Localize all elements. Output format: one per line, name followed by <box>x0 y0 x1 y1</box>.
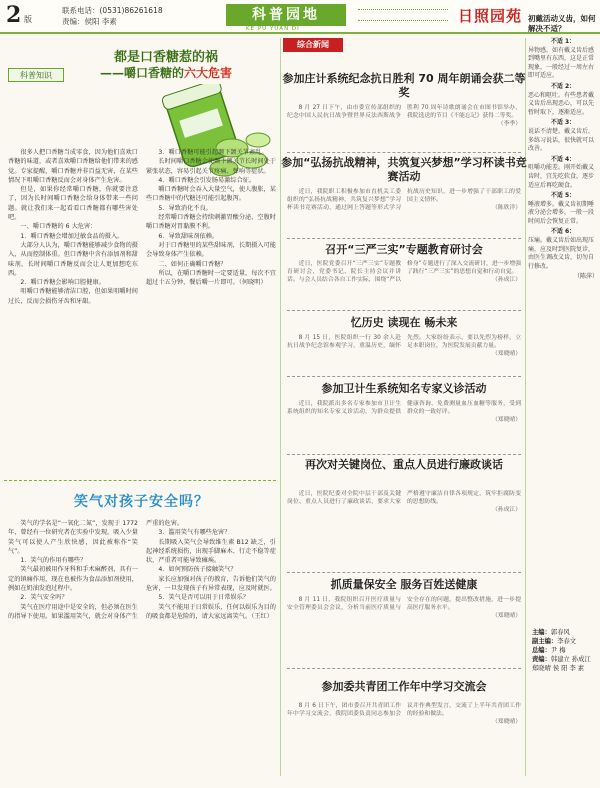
paper-logo: 日照园苑 <box>458 7 523 25</box>
news-title: 参加“弘扬抗战精神，共筑复兴梦想”学习杯读书竞赛活动 <box>281 156 527 183</box>
science-tab-label: 科普知识 <box>8 68 64 82</box>
paragraph: 4．如何预防孩子接触笑气？ <box>158 566 237 574</box>
gum-article-body <box>8 148 276 474</box>
gum-piece <box>246 133 270 147</box>
denture-author: （陈萍） <box>573 273 598 281</box>
credit-line <box>532 655 598 673</box>
credit-names: 李春文 <box>557 638 577 645</box>
editor-line: 责编：侯阳 李素 <box>62 17 117 26</box>
news-title: 参加卫计生系统知名专家义诊活动 <box>321 382 487 395</box>
paragraph: 大部分人认为，嚼口香糖能够减少食物的摄入，从而控制体重。但口香糖中含有添加剂和甜味剂，长时间嚼口香糖反而会让人更加想吃东西。 <box>8 241 138 277</box>
paragraph: 近日，医院党委召开“三严三实”专题教育研讨会，党委书记、院长主持会议并讲话。与会人员结合各自工作实际，围绕“严以修身”专题进行了深入交流研讨，进一步增强了践行“三严三实”的思想自觉和行动自觉。 <box>287 261 521 284</box>
credit-role: 主编： <box>532 629 551 636</box>
denture-title: 初戴活动义齿，如何解决不适？ <box>528 14 596 33</box>
paragraph: 咀嚼口香糖能够清洁口腔，但如果咀嚼时间过长，反而会损伤牙齿和牙龈。 <box>8 288 138 305</box>
paragraph: 1．嚼口香糖会增加过敏食品的摄入。 <box>20 232 124 240</box>
paragraph: 5．导致消化不良。 <box>158 204 212 212</box>
page-header <box>0 0 600 34</box>
denture-item-head: 不适 1： <box>550 38 576 45</box>
credit-line <box>532 646 598 655</box>
paragraph: 近日，医院纪委对全院中层干部及关键岗位、重点人员进行了廉政谈话，要求大家严格遵守廉洁自律各项规定，筑牢拒腐防变的思想防线。 <box>287 491 521 506</box>
paragraph: 8 月 6 日下午，团市委召开共青团工作年中学习交流会，我院团委负责同志参加会议并作典型发言，交流了上半年共青团工作的经验和做法。 <box>287 703 521 718</box>
credits-block <box>532 628 598 673</box>
paragraph: 2．笑气安全吗？ <box>20 594 68 602</box>
section-pinyin: KE PU YUAN DI <box>246 26 300 32</box>
news-divider <box>287 668 521 669</box>
paragraph: 一、嚼口香糖的 6 大危害： <box>20 223 97 231</box>
paragraph: 近日，我院派出多名专家参加市卫计生系统组织的知名专家义诊活动，为群众提供健康咨询、免费测量血压血糖等服务，受到群众的一致好评。 <box>287 401 521 416</box>
news-body <box>287 104 521 148</box>
page-number: 2 <box>6 2 22 28</box>
news-author: （孙成江） <box>492 277 521 284</box>
paragraph: 嚼口香糖时会吞入大量空气，使人腹胀，某些口香糖中的代糖还可能引起腹泻。 <box>146 186 276 203</box>
denture-item-text: 咀嚼功能差。刚开始戴义齿时，宜先吃软食，逐步适应后再吃硬食。 <box>528 164 595 189</box>
paragraph: 近日，我院职工积极参加市直机关工委组织的“弘扬抗战精神，共筑复兴梦想”学习杯读书竞赛活动，通过网上答题等形式学习抗战历史知识，进一步增强了干部职工的爱国主义情怀。 <box>287 189 521 212</box>
credit-names: 尹 梅 <box>550 647 566 654</box>
section-banner: 科普园地 <box>226 4 346 26</box>
denture-item-text: 压痛。戴义齿后如出现压痛，应及时到医院复诊，由医生调改义齿，切勿自行修改。 <box>528 237 595 270</box>
credit-names: 韩建立 孙成江 郑晓晴 侯 阳 李 素 <box>532 656 591 672</box>
denture-item-head: 不适 6： <box>550 228 576 236</box>
news-divider <box>287 238 521 239</box>
paragraph: 6．导致甜味剂依赖。 <box>158 232 219 240</box>
paragraph: 很多人把口香糖当成零食，因为他们喜欢口香糖的味道，或者喜欢嚼口香糖给他们带来的感觉。专家提醒，嚼口香糖并非百益无害，在某些情况下咀嚼口香糖反而会对身体产生危害。 <box>8 149 138 184</box>
subtitle-highlight: 六大危害 <box>184 66 233 80</box>
news-author: （郑晓晴） <box>492 351 521 358</box>
news-title: 参加庄计系统纪念抗日胜利 70 周年朗诵会获二等奖 <box>282 72 526 99</box>
laughing-gas-title: 笑气对孩子安全吗？ <box>74 494 209 510</box>
header-decoration <box>358 9 448 21</box>
paragraph: 4．嚼口香糖会引发肠易激综合征。 <box>158 176 256 184</box>
paragraph: 长期吸入笑气会导致维生素 B12 缺乏，引起神经系统损伤，出现手脚麻木、行走不稳等症状，严重者可能导致瘫痪。 <box>146 538 276 565</box>
news-section-label: 综合新闻 <box>283 38 343 52</box>
credit-role: 责编： <box>532 656 551 663</box>
news-author: （孙成江） <box>492 507 521 514</box>
credit-line <box>532 637 598 646</box>
news-author: （郑晓晴） <box>492 613 521 620</box>
laughing-gas-body <box>8 519 276 775</box>
denture-item-text: 唾液增多。戴义齿初期唾液分泌会增多，一般一段时间后会恢复正常。 <box>528 200 595 225</box>
news-divider <box>287 152 521 153</box>
news-body <box>287 702 521 772</box>
paragraph: 笑气最初被用作牙科和手术麻醉剂，具有一定的镇痛作用，现在也被作为食品添加剂使用，例如在奶油发泡过程中。 <box>8 566 138 593</box>
denture-item-head: 不适 2： <box>550 82 576 90</box>
denture-column <box>528 14 598 584</box>
paragraph: 1．笑气的作用有哪些？ <box>20 557 87 565</box>
denture-item-text: 恶心和呕吐。有些患者戴义齿后出现恶心，可以先暂时取下，逐渐适应。 <box>528 91 595 116</box>
credit-role: 副主编： <box>532 638 558 645</box>
paragraph: 3．滥用笑气有哪些危害？ <box>158 529 231 537</box>
paragraph: 家长应加强对孩子的教育，告诉他们笑气的危害，一旦发现孩子有异常表现，应及时就医。 <box>146 575 276 593</box>
news-body <box>287 188 521 234</box>
paragraph: 笑气的学名是“一氧化二氮”，发现于 1772 年，曾经有一位研究者在实验中发现，吸入少量笑气可以使人产生欣快感，因此被称作“笑气”。 <box>8 520 138 555</box>
news-body <box>287 490 521 568</box>
paragraph: 所以，在嚼口香糖时一定要适量，每次不宜超过十五分钟，餐后嚼一片即可。（何晓明） <box>146 269 276 287</box>
gum-article-title: 都是口香糖惹的祸 <box>114 50 219 65</box>
paragraph: 2．嚼口香糖会影响口腔健康。 <box>20 279 105 287</box>
paragraph: 8 月 11 日，我院组织召开医疗质量与安全管理委员会会议，分析当前医疗质量与安全存在的问题，提出整改措施，进一步提高医疗服务水平。 <box>287 597 521 612</box>
denture-item-head: 不适 4： <box>550 155 576 163</box>
news-body <box>287 260 521 306</box>
news-title: 召开“三严三实”专题教育研讨会 <box>325 243 483 256</box>
news-author: （陈欣洋） <box>492 205 521 212</box>
paragraph: 对于口香糖里的某些甜味剂，长期摄入可能会导致身体产生依赖。 <box>146 241 276 259</box>
paragraph: 8 月 27 日下午，由市委宣传部组织的纪念中国人民抗日战争暨世界反法西斯战争胜利 70 周年诗歌朗诵会在市图书馆举办，我院选送的节目《不能忘记》获得二等奖。 <box>287 105 521 120</box>
news-title: 参加委共青团工作年中学习交流会 <box>321 680 487 693</box>
news-author: （郑晓晴） <box>492 719 521 726</box>
news-body <box>287 596 521 664</box>
paragraph: 但是，如果你经常嚼口香糖，你就要注意了，因为长时间嚼口香糖会给身体带来一些问题。就让我们来一起看看口香糖都有哪些害处吧。 <box>8 186 138 222</box>
paragraph: 8 月 15 日，医院组织一行 30 余人赴抗日战争纪念馆参观学习，重温历史，缅怀先烈。大家纷纷表示，要以先烈为榜样，立足本职岗位，为医院发展贡献力量。 <box>287 335 521 350</box>
header-info <box>62 5 163 27</box>
denture-item-text: 说话不清楚。戴义齿后，多练习说话，很快就可以改善。 <box>528 127 595 153</box>
paragraph: 经常嚼口香糖会持续刺激胃酸分泌，空腹时嚼口香糖对胃黏膜不利。 <box>146 214 276 231</box>
credit-names: 郭春风 <box>550 629 570 636</box>
news-body <box>287 334 521 372</box>
credit-role: 总编： <box>532 647 551 654</box>
paragraph: 二、如何正确嚼口香糖？ <box>158 260 227 268</box>
news-divider <box>287 376 521 377</box>
denture-item-head: 不适 5： <box>550 192 576 200</box>
denture-list <box>528 38 598 282</box>
news-column <box>280 38 526 776</box>
subtitle-prefix: ——嚼口香糖的 <box>100 66 185 80</box>
denture-item-text: 异物感。如有戴义齿后感到嘴里有东西，这是正常现象，一般经过一周左右即可适应。 <box>528 46 595 80</box>
news-author: （李季） <box>497 121 521 128</box>
laughing-gas-article <box>4 480 276 776</box>
news-divider <box>287 572 521 573</box>
denture-item-head: 不适 3： <box>550 119 576 127</box>
paragraph: 笑气在医疗用途中是安全的，但必须在医生的指导下使用。如果滥用笑气，就会对身体产生严重的危害。 <box>8 520 184 620</box>
gum-article-subtitle <box>100 64 232 81</box>
news-divider <box>287 310 521 311</box>
contact-line: 联系电话：(0531)86261618 <box>62 6 163 15</box>
news-title: 再次对关键岗位、重点人员进行廉政谈话 <box>305 458 503 471</box>
paragraph: 3．嚼口香糖可能引起颞下颌关节紊乱。 <box>158 149 268 156</box>
news-body <box>287 400 521 450</box>
gum-article <box>4 38 276 476</box>
news-author: （郑晓晴） <box>492 417 521 424</box>
news-title: 抓质量保安全 服务百姓送健康 <box>330 578 478 591</box>
news-title: 忆历史 读现在 畅未来 <box>350 316 458 329</box>
paragraph: 长时间嚼口香糖会使颞下颌关节长时间处于紧张状态，容易引起关节疼痛、弹响等症状。 <box>146 158 276 175</box>
paragraph: 5．笑气是否可以用于日常娱乐？ <box>158 594 249 602</box>
page-number-suffix: 版 <box>24 15 32 24</box>
paragraph: 笑气不能用于日常娱乐，任何以娱乐为目的的吸食都是危险的，请大家远离笑气。（王红） <box>146 603 276 620</box>
news-divider <box>287 454 521 455</box>
credit-line <box>532 628 598 637</box>
